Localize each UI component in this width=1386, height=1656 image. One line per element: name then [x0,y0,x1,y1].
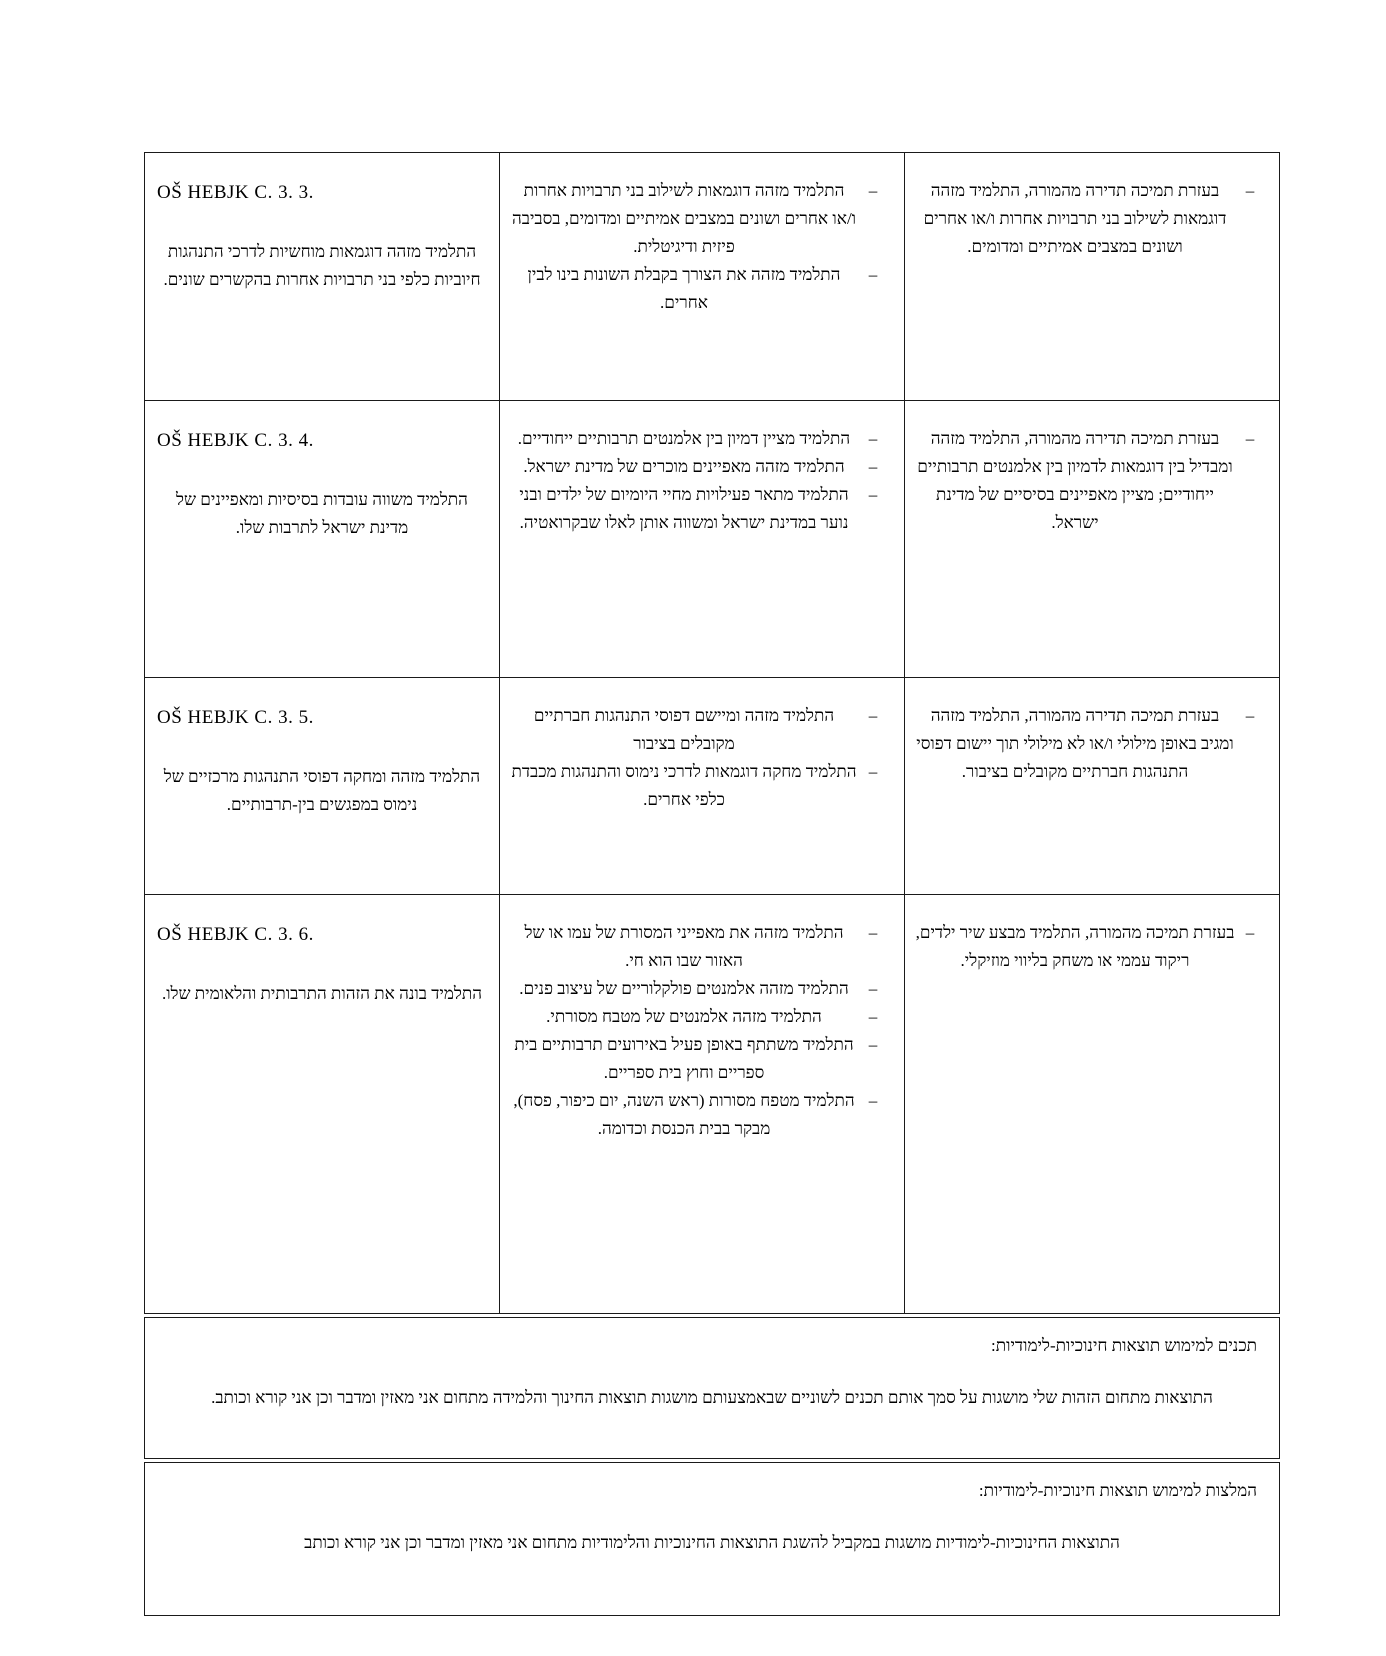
outcome-code: OŠ HEBJK C. 3. 3. [157,182,314,203]
elaboration-text: התלמיד מזהה אלמנטים של מטבח מסורתי. [546,1007,822,1027]
support-text: בעזרת תמיכה תדירה מהמורה, התלמיד מזהה ומגיב באופן מילולי ו/או לא מילולי תוך יישום דפוסי התנהגות חברתיים מקובלים בציבור. [916,706,1234,782]
elaboration-text: התלמיד מזהה ומיישם דפוסי התנהגות חברתיים מקובלים בציבור [533,706,835,754]
dash-marker: – [868,1091,878,1111]
elaboration-text: התלמיד משתתף באופן פעיל באירועים תרבותיים בית ספריים וחוץ בית ספריים. [514,1035,854,1083]
elaboration-item [510,702,888,758]
section-header: המלצות למימוש תוצאות חינוכיות-לימודיות: [978,1481,1257,1500]
dash-marker: – [868,181,878,200]
outcome-code: OŠ HEBJK C. 3. 6. [157,924,314,945]
elaboration-text: התלמיד מציין דמיון בין אלמנטים תרבותיים ייחודיים. [517,429,851,448]
dash-marker: – [868,923,878,942]
outcome-cell-support [904,401,1281,677]
outcome-cell-elaboration [499,401,904,677]
section-body: התוצאות מתחום הזהות שלי מושגות על סמך אותם תכנים לשוניים שבאמצעותם מושגות תוצאות החינוך והלמידה מתחום אני מאזין ומדבר וכן אני קורא וכותב. [211,1388,1213,1408]
elaboration-item [510,1087,888,1143]
outcome-cell-support [904,895,1281,1313]
outcome-cell-elaboration [499,678,904,894]
support-item [915,919,1265,975]
outcome-description: התלמיד מזהה ומחקה דפוסי התנהגות מרכזיים של נימוס במפגשים בין-תרבותיים. [163,767,481,815]
outcome-code: OŠ HEBJK C. 3. 5. [157,707,314,728]
outcome-cell-support [904,678,1281,894]
support-item [915,702,1265,786]
elaboration-text: התלמיד מטפח מסורות (ראש השנה, יום כיפור, פסח), מבקר בבית הכנסת וכדומה. [513,1091,855,1139]
outcome-cell-elaboration [499,153,904,400]
contents-section [144,1317,1280,1459]
outcome-cell-code [145,895,499,1313]
dash-marker: – [868,1007,878,1027]
support-text: בעזרת תמיכה תדירה מהמורה, התלמיד מזהה דוגמאות לשילוב בני תרבויות אחרות ו/או אחרים ושונים במצבים אמיתיים ומדומים. [923,181,1227,257]
elaboration-item [510,261,888,317]
dash-marker: – [868,762,878,782]
elaboration-item [510,177,888,261]
elaboration-item [510,425,888,453]
elaboration-text: התלמיד מזהה אלמנטים פולקלוריים של עיצוב פנים. [519,979,849,999]
dash-marker: – [1245,923,1255,942]
dash-marker: – [868,1035,878,1055]
elaboration-text: התלמיד מזהה מאפיינים מוכרים של מדינת ישראל. [523,457,845,477]
outcome-description: התלמיד מזהה דוגמאות מוחשיות לדרכי התנהגות חיוביות כלפי בני תרבויות אחרות בהקשרים שונים. [163,242,481,290]
outcome-description: התלמיד בונה את הזהות התרבותית והלאומית שלו. [161,984,483,1004]
outcome-row [145,677,1279,894]
elaboration-item [510,919,888,975]
elaboration-item [510,1003,888,1031]
dash-marker: – [868,429,878,448]
outcome-code: OŠ HEBJK C. 3. 4. [157,430,314,451]
dash-marker: – [1245,429,1255,448]
elaboration-item [510,1031,888,1087]
outcome-cell-code [145,153,499,400]
section-header: תכנים למימוש תוצאות חינוכיות-לימודיות: [991,1336,1257,1355]
elaboration-item [510,453,888,481]
elaboration-text: התלמיד מתאר פעילויות מחיי היומיום של ילדים ובני נוער במדינת ישראל ומשווה אותן לאלו שבקרואטיה. [519,485,849,533]
curriculum-document [144,152,1280,1616]
support-item [915,425,1265,537]
elaboration-item [510,975,888,1003]
outcome-row [145,153,1279,400]
dash-marker: – [868,457,878,477]
outcome-row [145,400,1279,677]
dash-marker: – [868,485,878,505]
elaboration-text: התלמיד מזהה את הצורך בקבלת השונות בינו לבין אחרים. [527,265,841,313]
section-body: התוצאות החינוכיות-לימודיות מושגות במקביל להשגת התוצאות החינוכיות והלימודיות מתחום אני מאזין ומדבר וכן אני קורא וכותב [304,1533,1120,1553]
elaboration-text: התלמיד מזהה את מאפייני המסורת של עמו או של האזור שבו הוא חי. [524,923,844,971]
outcome-cell-elaboration [499,895,904,1313]
dash-marker: – [868,706,878,725]
elaboration-item [510,758,888,814]
dash-marker: – [1245,706,1255,725]
elaboration-text: התלמיד מזהה דוגמאות לשילוב בני תרבויות אחרות ו/או אחרים ושונים במצבים אמיתיים ומדומים, בסביבה פיזית ודיגיטלית. [511,181,857,257]
outcomes-table [144,152,1280,1314]
elaboration-item [510,481,888,537]
outcome-row [145,894,1279,1313]
support-item [915,177,1265,261]
dash-marker: – [868,979,878,999]
dash-marker: – [868,265,878,285]
outcome-cell-code [145,678,499,894]
support-text: בעזרת תמיכה תדירה מהמורה, התלמיד מזהה ומבדיל בין דוגמאות לדמיון בין אלמנטים תרבותיים ייחודיים; מציין מאפיינים בסיסיים של מדינת ישראל. [917,429,1233,533]
support-text: בעזרת תמיכה מהמורה, התלמיד מבצע שיר ילדים, ריקוד עממי או משחק בליווי מוזיקלי. [915,923,1235,971]
outcome-cell-support [904,153,1281,400]
outcome-description: התלמיד משווה עובדות בסיסיות ומאפיינים של מדינת ישראל לתרבות שלו. [176,490,468,538]
dash-marker: – [1245,181,1255,200]
outcome-cell-code [145,401,499,677]
elaboration-text: התלמיד מחקה דוגמאות לדרכי נימוס והתנהגות מכבדת כלפי אחרים. [511,762,857,810]
recommendations-section [144,1462,1280,1616]
